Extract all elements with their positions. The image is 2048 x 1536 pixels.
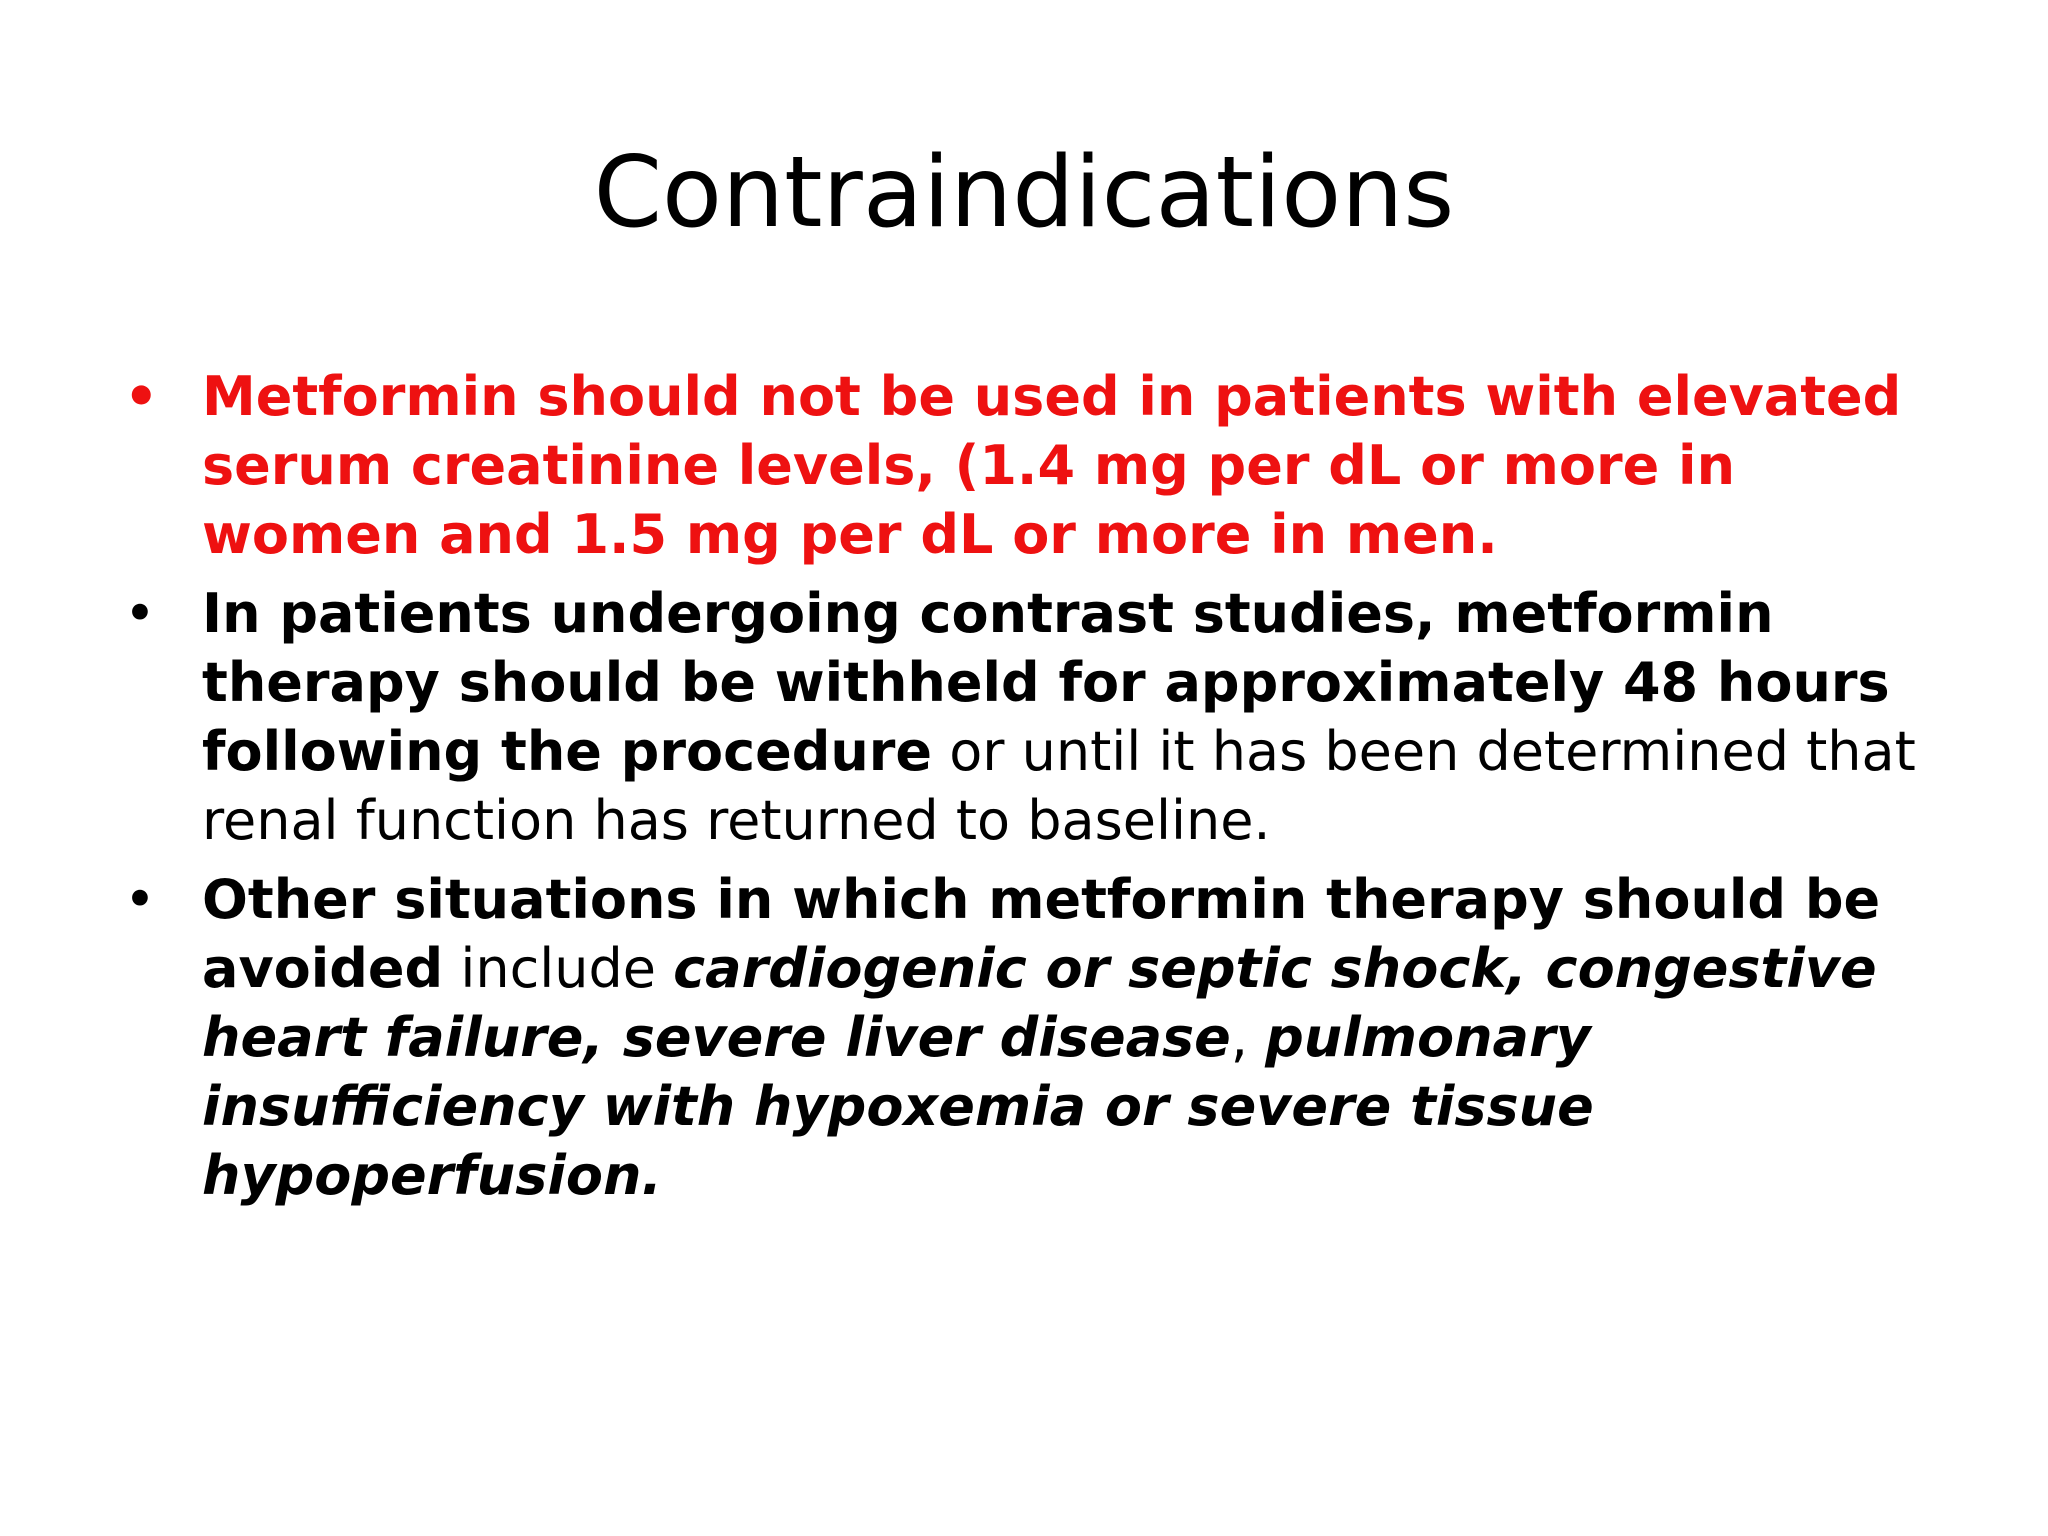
bullet-icon: • <box>124 365 159 428</box>
bullet-item-contrast-studies <box>120 579 1940 855</box>
bullet-item-creatinine <box>120 362 1940 569</box>
bullet-text: Metformin should not be used in patients with elevated serum creatinine levels, (1.4 mg per dL or more in women and 1.5 mg per dL or more in men. <box>202 365 1902 566</box>
bullet-icon: • <box>124 868 156 931</box>
bullet-normal-text: include <box>443 937 674 1000</box>
bullet-italic-text: cardiogenic or septic shock, congestive heart failure, severe liver disease <box>202 937 1877 1069</box>
bullet-italic-text: pulmonary insufficiency with hypoxemia or severe tissue hypoperfusion. <box>202 1006 1594 1207</box>
bullet-item-other-situations <box>120 865 1940 1210</box>
bullet-bold-text: Other situations in which metformin therapy should be avoided <box>202 868 1881 1000</box>
bullet-list <box>120 362 1940 1220</box>
bullet-normal-text: or until it has been determined that renal function has returned to baseline. <box>202 720 1916 852</box>
slide-title: Contraindications <box>593 136 1455 250</box>
bullet-icon: • <box>124 582 156 645</box>
bullet-separator: , <box>1230 1006 1266 1069</box>
bullet-bold-text: In patients undergoing contrast studies, metformin therapy should be withheld for approximately 48 hours following the procedure <box>202 582 1890 783</box>
